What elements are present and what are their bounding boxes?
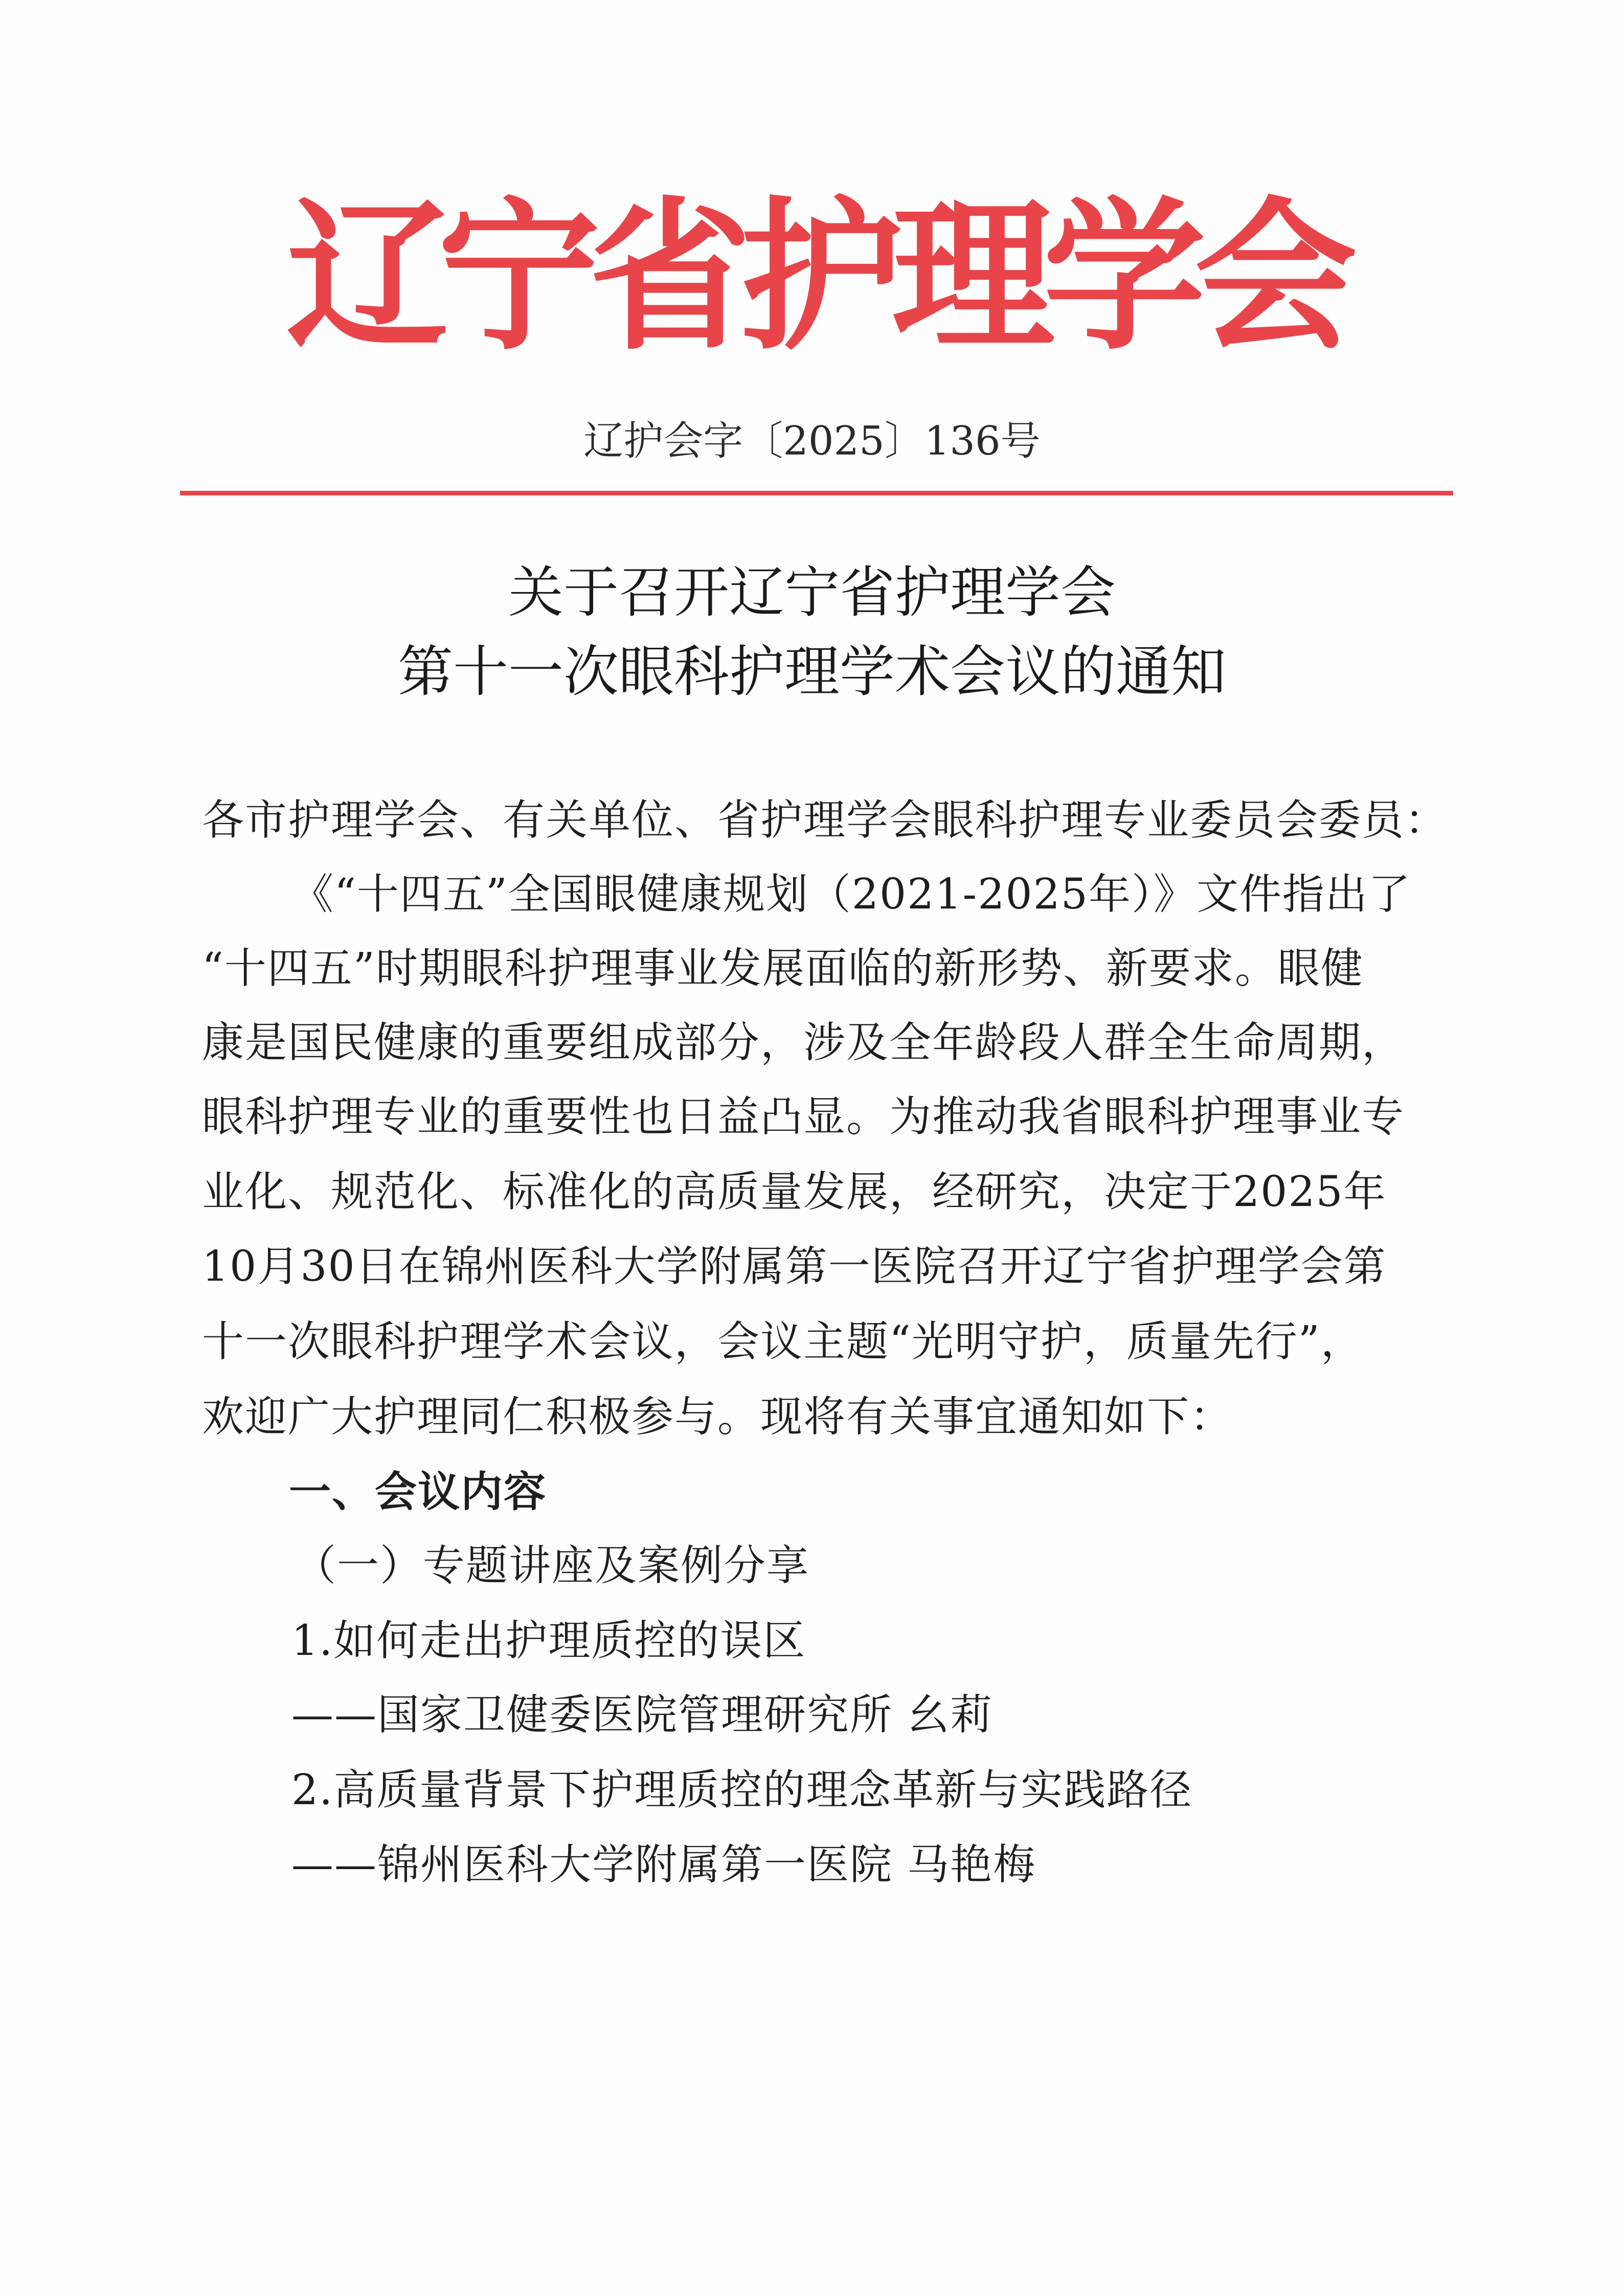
lecture-speaker: ——国家卫健委医院管理研究所 幺莉 [291,1691,994,1739]
body-paragraph-line: 《“十四五”全国眼健康规划（2021-2025年）》文件指出了 [291,870,1411,919]
body-paragraph-line: 眼科护理专业的重要性也日益凸显。为推动我省眼科护理事业专 [202,1093,1405,1141]
salutation: 各市护理学会、有关单位、省护理学会眼科护理专业委员会委员： [202,796,1448,845]
body-paragraph-line: 康是国民健康的重要组成部分，涉及全年龄段人群全生命周期， [202,1018,1405,1067]
body-paragraph-line: 十一次眼科护理学术会议，会议主题“光明守护，质量先行”， [202,1317,1364,1366]
subsection-heading: （一）专题讲座及案例分享 [294,1541,810,1590]
section-heading: 一、会议内容 [289,1467,547,1516]
body-paragraph-line: “十四五”时期眼科护理事业发展面临的新形势、新要求。眼健 [202,944,1364,993]
organization-masthead: 辽宁省护理学会 [286,180,1346,372]
body-paragraph-line: 10月30日在锦州医科大学附属第一医院召开辽宁省护理学会第 [202,1242,1387,1291]
body-paragraph-line: 业化、规范化、标准化的高质量发展，经研究，决定于2025年 [202,1168,1387,1216]
lecture-item: 1.如何走出护理质控的误区 [291,1617,806,1665]
lecture-item: 2.高质量背景下护理质控的理念革新与实践路径 [291,1766,1193,1814]
red-divider-line [180,491,1453,495]
notice-title-line-2: 第十一次眼科护理学术会议的通知 [397,640,1226,704]
body-paragraph-line: 欢迎广大护理同仁积极参与。现将有关事宜通知如下： [202,1393,1233,1441]
lecture-speaker: ——锦州医科大学附属第一医院 马艳梅 [291,1840,1036,1889]
document-number: 辽护会字〔2025〕136号 [583,418,1041,464]
notice-title-line-1: 关于召开辽宁省护理学会 [508,561,1116,625]
